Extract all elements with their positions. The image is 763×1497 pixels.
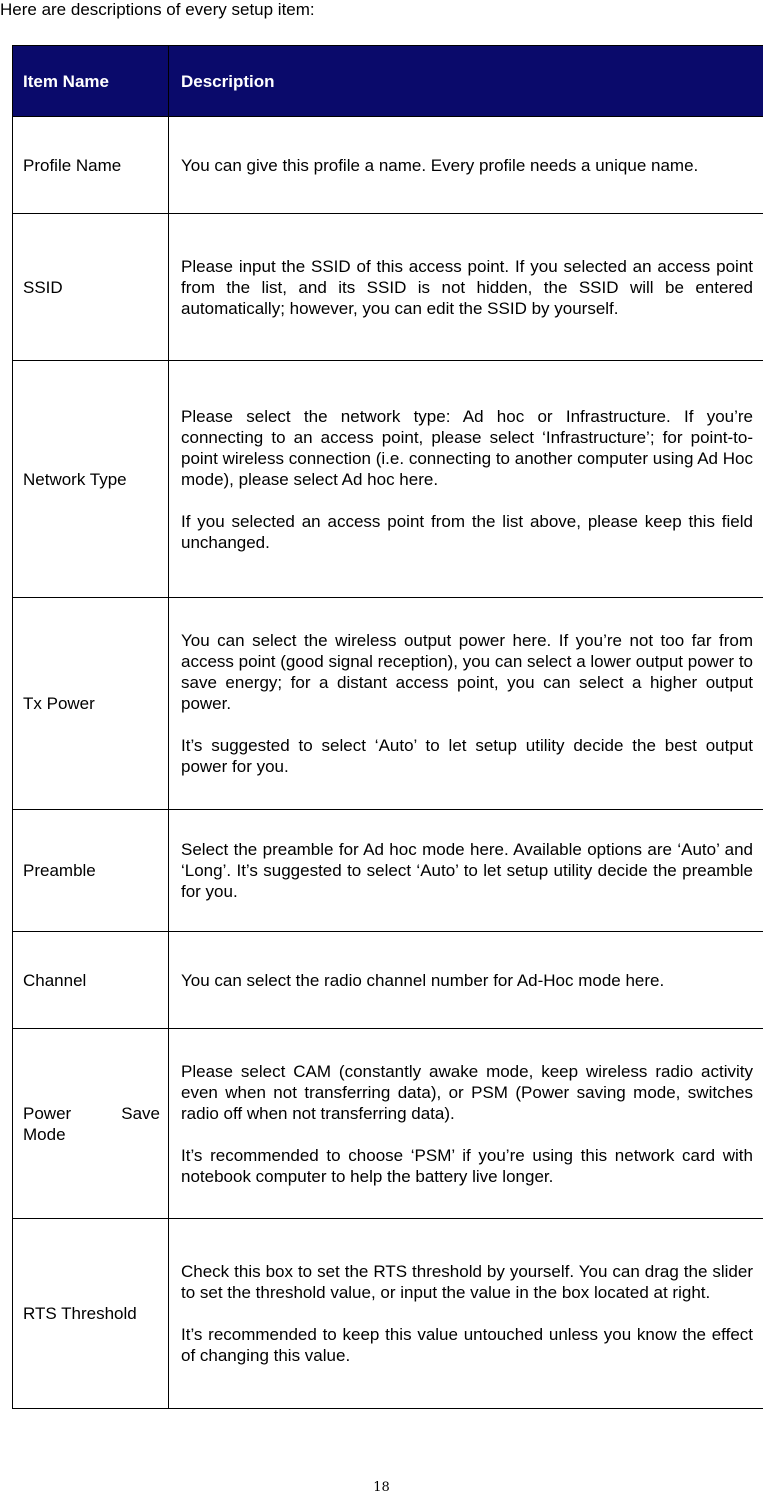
table-row [13,1219,763,1409]
table-row [13,361,763,598]
description-paragraph: You can select the wireless output power here. If you’re not too far from access point (good signal reception), you can select a lower output power to save energy; for a distant access point, you can select a higher output power. [181,631,753,713]
row-item-name: SSID [13,214,169,361]
row-description [169,361,763,598]
row-description [169,1219,763,1409]
row-item-name: Profile Name [13,117,169,214]
intro-text: Here are descriptions of every setup item: [0,0,315,19]
table-row [13,117,763,214]
row-description [169,214,763,361]
description-paragraph: If you selected an access point from the list above, please keep this field unchanged. [181,511,753,552]
row-item-name: Tx Power [13,598,169,810]
row-item-name: RTS Threshold [13,1219,169,1409]
header-description: Description [169,46,763,117]
row-description [169,598,763,810]
table-header-row [13,46,763,117]
description-paragraph: Please input the SSID of this access point. If you selected an access point from the list, and its SSID is not hidden, the SSID will be entered automatically; however, you can edit the SSID by yourself. [181,256,753,318]
setup-items-table [12,45,763,1409]
table-row [13,932,763,1029]
row-description [169,1029,763,1219]
header-item-name: Item Name [13,46,169,117]
description-paragraph: Check this box to set the RTS threshold by yourself. You can drag the slider to set the threshold value, or input the value in the box located at right. [181,1262,753,1302]
table-row [13,214,763,361]
row-item-name: Channel [13,932,169,1029]
description-paragraph: Please select the network type: Ad hoc or Infrastructure. If you’re connecting to an access point, please select ‘Infrastructure’; for point-to-point wireless connection (i.e. connecting to another computer using Ad Hoc mode), please select Ad hoc here. [181,406,753,489]
row-description [169,932,763,1029]
description-paragraph: It’s recommended to choose ‘PSM’ if you’re using this network card with notebook computer to help the battery live longer. [181,1145,753,1186]
description-paragraph: You can give this profile a name. Every profile needs a unique name. [181,155,699,175]
row-description [169,810,763,932]
description-paragraph: It’s recommended to keep this value untouched unless you know the effect of changing this value. [181,1325,753,1365]
description-paragraph: It’s suggested to select ‘Auto’ to let setup utility decide the best output power for you. [181,736,753,776]
row-item-name: Power Save Mode [13,1029,169,1219]
table-row [13,598,763,810]
description-paragraph: Please select CAM (constantly awake mode, keep wireless radio activity even when not transferring data), or PSM (Power saving mode, switches radio off when not transferring data). [181,1061,753,1123]
description-paragraph: Select the preamble for Ad hoc mode here. Available options are ‘Auto’ and ‘Long’. It’s suggested to select ‘Auto’ to let setup utility decide the preamble for you. [181,840,753,901]
row-item-name: Network Type [13,361,169,598]
description-paragraph: You can select the radio channel number for Ad-Hoc mode here. [181,970,665,990]
table-row [13,1029,763,1219]
row-description [169,117,763,214]
page-number: 18 [373,1480,390,1495]
table-row [13,810,763,932]
row-item-name: Preamble [13,810,169,932]
